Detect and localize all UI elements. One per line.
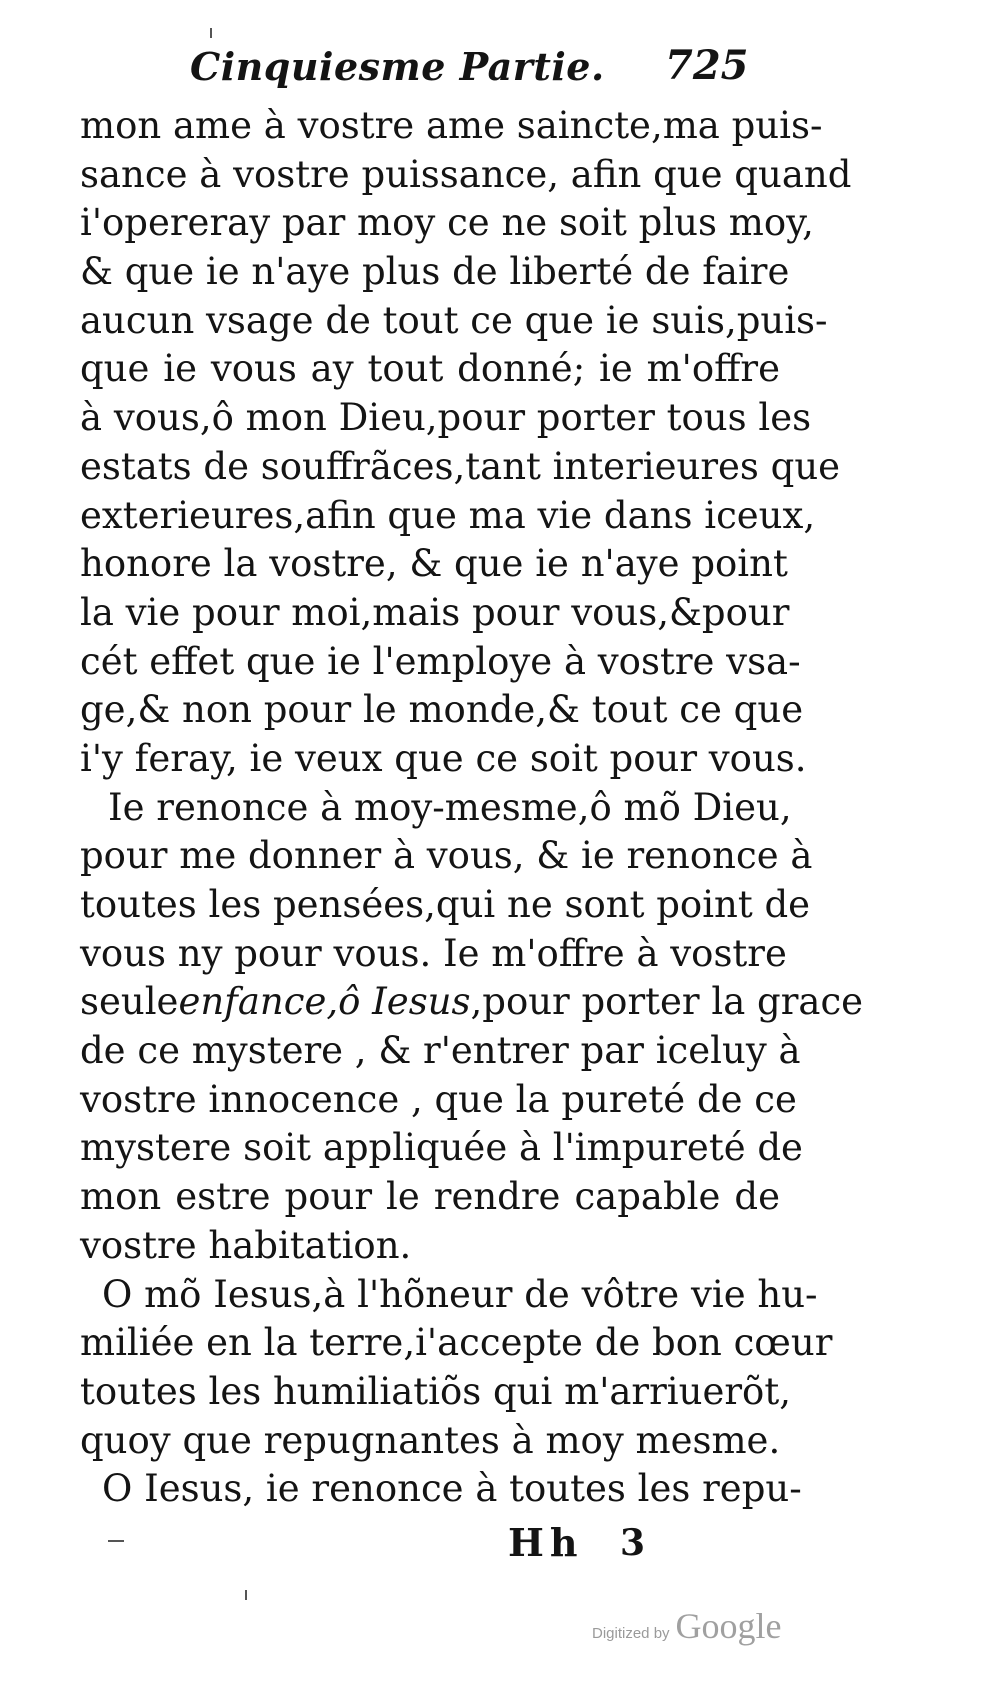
text-line: mon estre pour le rendre capable de: [80, 1175, 780, 1219]
italic-fragment: enfance,ô Iesus: [178, 980, 471, 1024]
text-line: estats de souffrãces,tant interieures que: [80, 444, 841, 488]
text-line: honore la vostre, & que ie n'aye point: [80, 542, 788, 586]
text-line: cét effet que ie l'employe à vostre vsa-: [80, 639, 801, 683]
text-line: ge,& non pour le monde,& tout ce que: [80, 688, 804, 732]
text-line: i'opereray par moy ce ne soit plus moy,: [80, 201, 814, 245]
text-line: & que ie n'aye plus de liberté de faire: [80, 250, 790, 294]
text-fragment: seule: [80, 980, 179, 1024]
text-line: pour me donner à vous, & ie renonce à: [80, 834, 813, 878]
running-title: Cinquiesme Partie.: [190, 44, 605, 89]
text-line: aucun vsage de tout ce que ie suis,puis-: [80, 298, 828, 342]
signature-number: 3: [620, 1522, 646, 1564]
text-line: exterieures,afin que ma vie dans iceux,: [80, 493, 816, 537]
paragraph-start-line: Ie renonce à moy-mesme,ô mõ Dieu,: [108, 785, 792, 829]
text-line-mixed: [80, 978, 864, 1027]
scan-artifact: [210, 28, 212, 38]
text-fragment: ,pour porter la grace: [470, 980, 864, 1024]
text-line: que ie vous ay tout donné; ie m'offre: [80, 347, 780, 391]
text-line: toutes les humiliatiõs qui m'arriuerõt,: [80, 1369, 791, 1413]
watermark-prefix: Digitized by: [592, 1625, 670, 1642]
text-line: à vous,ô mon Dieu,pour porter tous les: [80, 396, 812, 440]
text-line: quoy que repugnantes à moy mesme.: [80, 1418, 781, 1462]
text-line: toutes les pensées,qui ne sont point de: [80, 883, 811, 926]
text-line: vous ny pour vous. Ie m'offre à vostre: [80, 931, 787, 975]
text-line: de ce mystere , & r'entrer par iceluy à: [80, 1029, 801, 1073]
text-line: i'y feray, ie veux que ce soit pour vous.: [80, 736, 807, 780]
page-number: 725: [665, 42, 749, 89]
paragraph-start-line: O mõ Iesus,à l'hõneur de vôtre vie hu-: [102, 1272, 818, 1316]
scan-artifact: [108, 1540, 124, 1542]
text-line: mystere soit appliquée à l'impureté de: [80, 1126, 803, 1170]
text-line: mon ame à vostre ame saincte,ma puis-: [80, 104, 823, 147]
text-line: la vie pour moi,mais pour vous,&pour: [80, 590, 790, 634]
signature-mark: Hh: [508, 1520, 584, 1565]
body-text: [80, 102, 864, 1514]
paragraph-start-line: O Iesus, ie renonce à toutes les repu-: [102, 1467, 802, 1511]
digitized-watermark: [592, 1605, 782, 1647]
text-line: vostre innocence , que la pureté de ce: [80, 1077, 797, 1121]
text-line: miliée en la terre,i'accepte de bon cœur: [80, 1321, 833, 1365]
text-line: sance à vostre puissance, afin que quand: [80, 152, 852, 196]
google-logo: Google: [675, 1606, 782, 1646]
text-line: vostre habitation.: [80, 1223, 412, 1267]
scan-artifact: [245, 1590, 247, 1600]
